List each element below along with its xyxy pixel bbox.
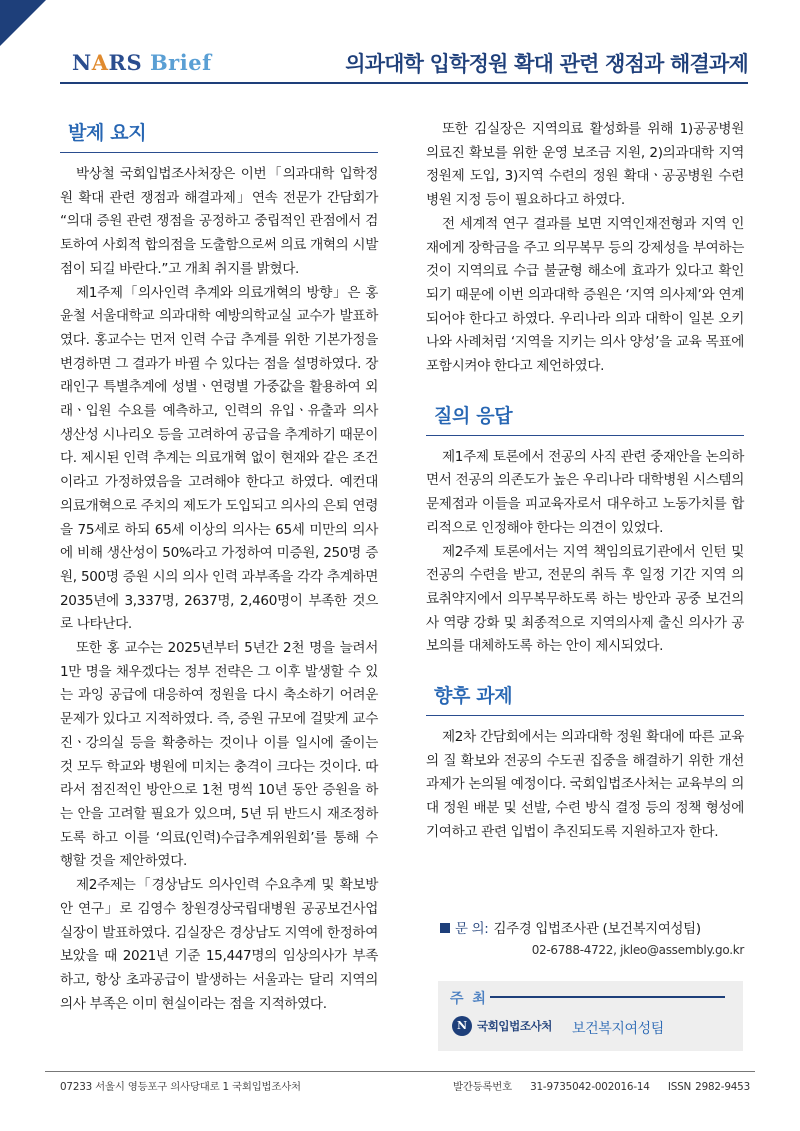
contact-label: 문 의: <box>455 922 489 937</box>
summary-paragraph: 또한 홍 교수는 2025년부터 5년간 2천 명을 늘려서 1만 명을 채우겠다는 정부 전략은 그 이후 발생할 수 있는 과잉 공급에 대응하여 정원을 다시 축소하기 어려운 문제가 있다고 지적하였다. 즉, 증원 규모에 걸맞게 교수진ㆍ강의실 등을 확충하는 것이나 이를 일시에 줄이는 것 모두 학교와 병원에 미치는 충격이 크다는 것이다. 따라서 점진적인 방안으로 1천 명씩 10년 동안 증원을 하는 안을 고려할 필요가 있으며, 5년 뒤 반드시 재조정하도록 하고 이를 ‘의료(인력)수급추계위원회’를 통해 수행할 것을 제안하였다. <box>60 640 378 870</box>
summary-paragraph: 전 세계적 연구 결과를 보면 지역인재전형과 지역 인재에게 장학금을 주고 의무복무 등의 강제성을 부여하는 것이 지역의료 수급 불균형 해소에 효과가 있다고 확인되기 때문에 이번 의과대학 증원은 ‘지역 의사제’와 연계되어야 한다고 하였다. 우리나라 의과 대학이 일본 오키나와 사례처럼 ‘지역을 지키는 의사 양성’을 교육 목표에 포함시켜야 한다고 제언하였다. <box>426 215 744 375</box>
section-heading-qa: 질의 응답 <box>434 404 513 427</box>
future-paragraph: 제2차 간담회에서는 의과대학 정원 확대에 따른 교육의 질 확보와 전공의 수도권 집중을 해결하기 위한 개선과제가 논의될 예정이다. 국회입법조사처는 교육부의 의대 정원 배분 및 선발, 수련 방식 결정 등의 정책 형성에 기여하고 관련 입법이 추진되도록 지원하고자 한다. <box>426 729 744 840</box>
footer-publication-info <box>439 1078 750 1093</box>
section-divider <box>426 435 744 436</box>
host-divider <box>490 996 725 998</box>
contact-info <box>440 918 744 957</box>
corner-triangle <box>0 0 46 46</box>
host-organization <box>452 1016 552 1036</box>
page-title: 의과대학 입학정원 확대 관련 쟁점과 해결과제 <box>345 52 748 76</box>
nars-seal-icon: N <box>452 1016 472 1036</box>
section-heading-future: 향후 과제 <box>434 685 513 708</box>
square-bullet-icon <box>440 923 450 933</box>
header-divider <box>60 82 748 84</box>
page-header <box>60 40 748 80</box>
section-heading-summary: 발제 요지 <box>68 122 147 144</box>
qa-paragraph: 제1주제 토론에서 전공의 사직 관련 중재안을 논의하면서 전공의 의존도가 높은 우리나라 대학병원 시스템의 문제점과 이들을 피교육자로서 대우하고 노동가치를 합리적으로 인정해야 한다는 의견이 있었다. <box>426 448 744 536</box>
footer-divider <box>45 1071 755 1072</box>
host-title: 주 최 <box>450 991 488 1007</box>
summary-paragraph: 제2주제는「경상남도 의사인력 수요추계 및 확보방안 연구」로 김영수 창원경상국립대병원 공공보건사업실장이 발표하였다. 김실장은 경상남도 지역에 한정하여 보았을 때 2021년 기준 15,447명의 임상의사가 부족하고, 항상 초과공급이 발생하는 서울과는 달리 지역의 의사 부족은 이미 현실이라는 점을 지적하였다. <box>60 877 378 1012</box>
summary-paragraph: 박상철 국회입법조사처장은 이번「의과대학 입학정원 확대 관련 쟁점과 해결과제」연속 전문가 간담회가 “의대 증원 관련 쟁점을 공정하고 중립적인 관점에서 검토하여 사회적 합의점을 도출함으로써 의료 개혁의 시발점이 되길 바란다.”고 개최 취지를 밝혔다. <box>60 166 378 277</box>
summary-paragraph: 또한 김실장은 지역의료 활성화를 위해 1)공공병원 의료진 확보를 위한 운영 보조금 지원, 2)의과대학 지역정원제 도입, 3)지역 수련의 정원 확대ㆍ공공병원 수련병원 지정 등이 필요하다고 하였다. <box>426 121 744 209</box>
footer-address: 07233 서울시 영등포구 의사당대로 1 국회입법조사처 <box>60 1081 301 1093</box>
contact-phone-email: 02-6788-4722, jkleo@assembly.go.kr <box>531 943 744 957</box>
section-divider <box>60 152 378 153</box>
nars-brief-logo: NARS Brief <box>72 50 212 75</box>
left-column <box>60 118 378 1016</box>
qa-paragraph: 제2주제 토론에서는 지역 책임의료기관에서 인턴 및 전공의 수련을 받고, 전문의 취득 후 일정 기간 지역 의료취약지에서 의무복무하도록 하는 방안과 공중 보건의사 역량 강화 및 최종적으로 지역의사제 출신 의사가 공보의를 대체하도록 하는 안이 제시되었다. <box>426 543 744 655</box>
contact-person: 김주경 입법조사관 (보건복지여성팀) <box>493 922 701 937</box>
right-column <box>426 118 744 845</box>
footer-issn: ISSN 2982-9453 <box>667 1081 750 1093</box>
summary-paragraph: 제1주제「의사인력 추계와 의료개혁의 방향」은 홍윤철 서울대학교 의과대학 예방의학교실 교수가 발표하였다. 홍교수는 먼저 인력 수급 추계를 위한 기본가정을 변경하면 그 결과가 바뀔 수 있다는 점을 설명하였다. 장래인구 특별추계에 성별ㆍ연령별 가중값을 활용하여 외래ㆍ입원 수요를 예측하고, 인력의 유입ㆍ유출과 의사 생산성 시나리오 등을 고려하여 공급을 추계하기 때문이다. 제시된 인력 추계는 의료개혁 없이 현재와 같은 조건이라고 가정하였음을 고려해야 한다고 하였다. 예컨대 의료개혁으로 주치의 제도가 도입되고 의사의 은퇴 연령을 75세로 하되 65세 이상의 의사는 65세 미만의 의사에 비해 생산성이 50%라고 가정하여 미증원, 250명 증원, 500명 증원 시의 의사 인력 과부족을 각각 추계하면 2035년에 3,337명, 2637명, 2,460명이 부족한 것으로 나타난다. <box>60 284 378 633</box>
footer-reg-label: 발간등록번호 <box>452 1081 512 1093</box>
org-name: 국회입법조사처 <box>477 1019 552 1033</box>
section-divider <box>426 715 744 716</box>
footer-reg-number: 31-9735042-002016-14 <box>530 1081 650 1093</box>
host-box <box>438 981 743 1051</box>
host-team: 보건복지여성팀 <box>572 1021 664 1037</box>
